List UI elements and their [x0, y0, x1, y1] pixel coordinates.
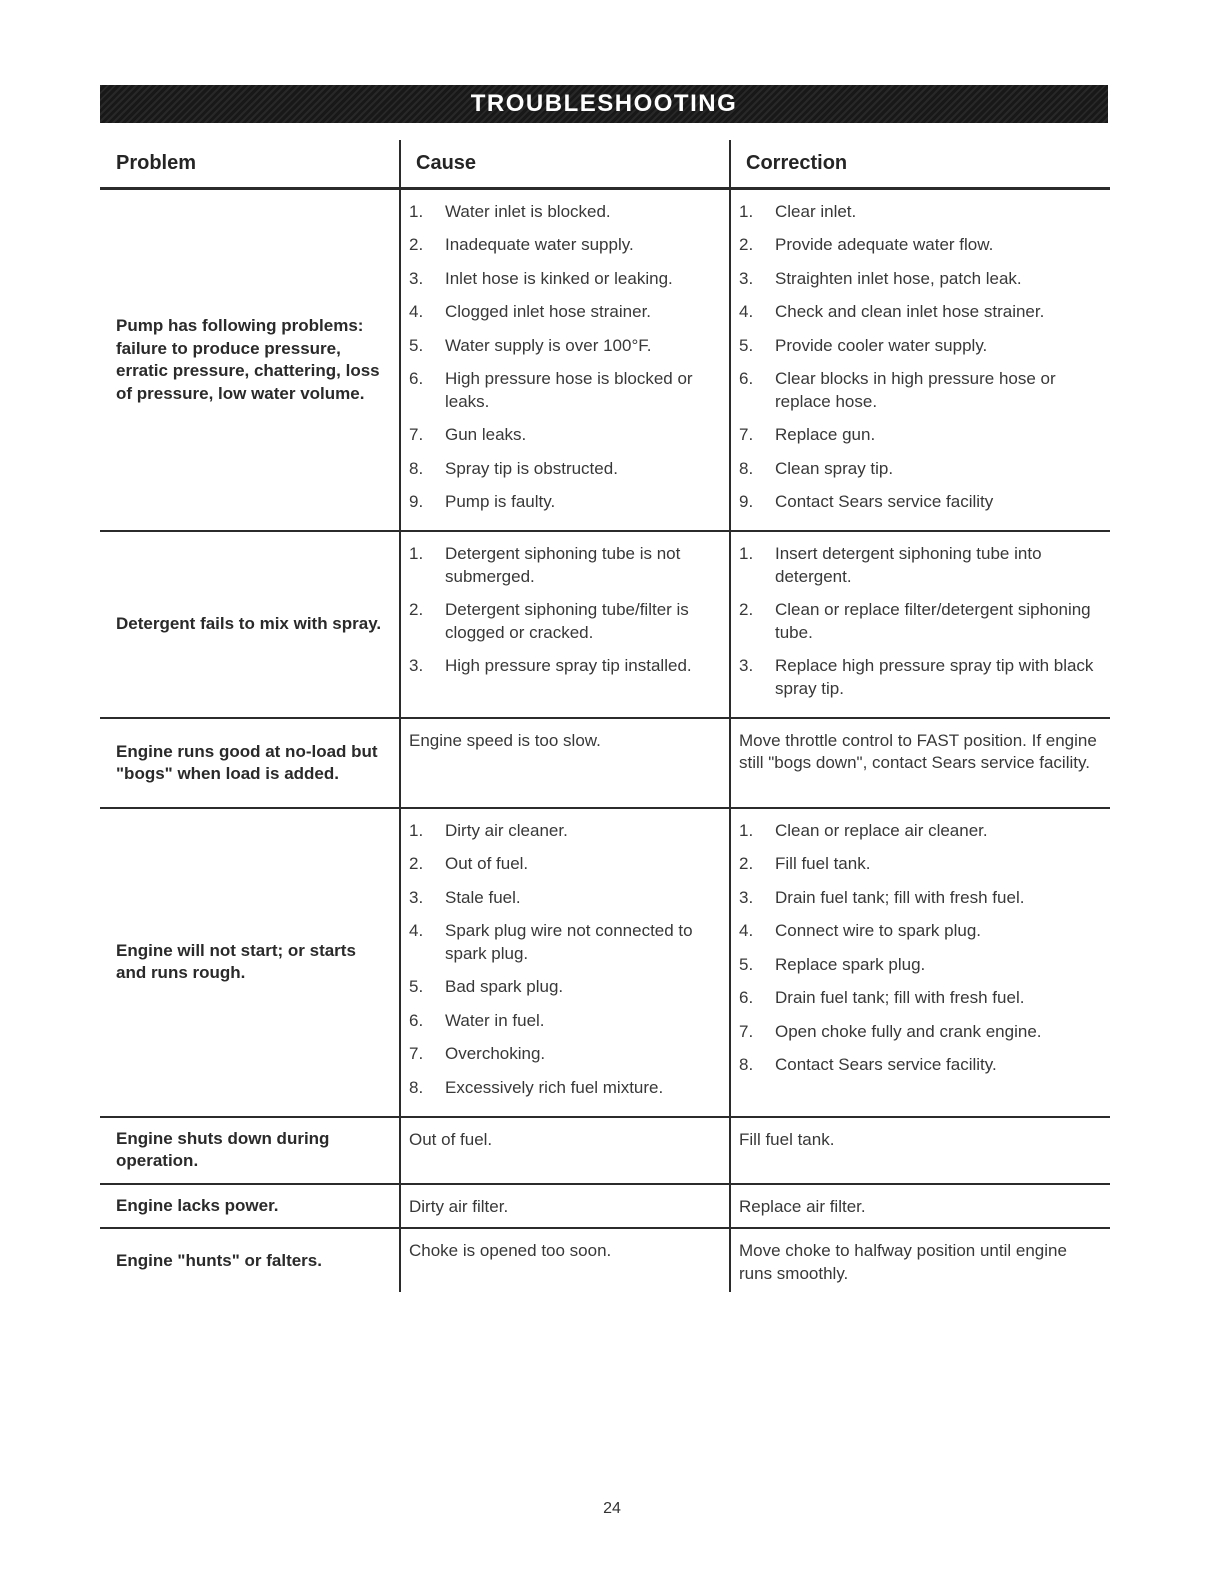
list-item-text: Inlet hose is kinked or leaking.	[445, 268, 673, 288]
problem-cell: Pump has following problems: failure to produce pressure, erratic pressure, chattering, loss of pressure, low water volume.	[100, 189, 400, 532]
list-item-text: Drain fuel tank; fill with fresh fuel.	[775, 887, 1025, 907]
table-header-row	[100, 140, 1110, 189]
list-item-text: Out of fuel.	[445, 854, 529, 874]
list-item-text: Insert detergent siphoning tube into detergent.	[775, 544, 1042, 586]
list-item-text: Contact Sears service facility	[775, 491, 994, 511]
list-item-text: Straighten inlet hose, patch leak.	[775, 268, 1022, 288]
list-item-text: Dirty air cleaner.	[445, 821, 568, 840]
cause-cell	[400, 1117, 730, 1184]
list-item-text: Pump is faulty.	[445, 491, 556, 511]
list-item-text: Open choke fully and crank engine.	[775, 1021, 1042, 1041]
list-item-number: 7.	[409, 425, 424, 445]
cause-cell	[400, 531, 730, 718]
list-item	[739, 458, 1100, 480]
page-title: TROUBLESHOOTING	[470, 90, 738, 117]
list-item-number: 2.	[739, 854, 754, 874]
list-item-number: 5.	[739, 335, 754, 355]
list-item	[739, 201, 1100, 223]
list-item	[409, 1043, 719, 1065]
correction-cell	[730, 189, 1110, 532]
list-item-text: High pressure hose is blocked or leaks.	[445, 369, 693, 411]
list-item	[739, 1054, 1100, 1076]
list-item	[409, 368, 719, 413]
list-item	[739, 543, 1100, 588]
list-item	[409, 887, 719, 909]
list-item	[739, 820, 1100, 842]
list-item	[739, 954, 1100, 976]
troubleshooting-table	[100, 140, 1110, 1292]
problem-cell: Engine runs good at no-load but "bogs" when load is added.	[100, 718, 400, 808]
list-item-text: High pressure spray tip installed.	[445, 656, 692, 676]
list-item-text: Connect wire to spark plug.	[775, 921, 981, 941]
list-item	[409, 1077, 719, 1099]
list-item-text: Stale fuel.	[445, 887, 521, 907]
list-item-number: 5.	[409, 977, 424, 997]
list-item-text: Clear blocks in high pressure hose or replace hose.	[775, 369, 1056, 411]
list-item-number: 3.	[409, 656, 424, 676]
list-item-number: 6.	[409, 369, 424, 389]
list-item	[739, 335, 1100, 357]
list-item-number: 2.	[739, 235, 754, 255]
list-item	[739, 301, 1100, 323]
list-item-number: 8.	[739, 458, 754, 478]
list-item-text: Replace gun.	[775, 425, 876, 445]
list-item: Engine speed is too slow.	[409, 731, 601, 750]
cause-cell	[400, 718, 730, 808]
list-item-text: Fill fuel tank.	[775, 854, 871, 874]
list-item-number: 2.	[409, 854, 424, 874]
list-item: Out of fuel.	[409, 1129, 493, 1149]
list-item-text: Replace spark plug.	[775, 954, 926, 974]
list-item	[739, 887, 1100, 909]
table-row	[100, 1184, 1110, 1228]
troubleshooting-table-body	[100, 189, 1110, 1293]
list-item-text: Water inlet is blocked.	[445, 202, 611, 221]
list-item-text: Provide adequate water flow.	[775, 235, 994, 255]
page-number: 24	[603, 1500, 621, 1517]
cause-cell	[400, 808, 730, 1117]
list-item: Fill fuel tank.	[739, 1129, 835, 1149]
column-header-cause: Cause	[400, 140, 730, 189]
list-item	[739, 268, 1100, 290]
correction-cell	[730, 1117, 1110, 1184]
table-row	[100, 1117, 1110, 1184]
list-item	[409, 543, 719, 588]
list-item-number: 4.	[739, 302, 754, 322]
list-item-text: Water supply is over 100°F.	[445, 335, 652, 355]
list-item-text: Clear inlet.	[775, 202, 857, 221]
list-item-number: 4.	[739, 921, 754, 941]
correction-cell	[730, 1184, 1110, 1228]
list-item-text: Excessively rich fuel mixture.	[445, 1077, 664, 1097]
list-item-text: Detergent siphoning tube is not submerged.	[445, 544, 681, 586]
cause-cell	[400, 1184, 730, 1228]
list-item-number: 1.	[739, 821, 754, 840]
table-row	[100, 808, 1110, 1117]
list-item	[409, 1010, 719, 1032]
list-item	[409, 234, 719, 256]
list-item-number: 2.	[739, 600, 754, 620]
problem-cell: Engine "hunts" or falters.	[116, 1250, 322, 1270]
list-item	[409, 268, 719, 290]
list-item-number: 4.	[409, 921, 424, 941]
list-item	[739, 853, 1100, 875]
cause-cell	[400, 189, 730, 532]
list-item-text: Replace high pressure spray tip with black spray tip.	[775, 656, 1094, 698]
list-item-number: 1.	[409, 821, 424, 840]
list-item-number: 8.	[409, 1077, 424, 1097]
list-item-number: 3.	[739, 887, 754, 907]
list-item	[739, 234, 1100, 256]
list-item-number: 1.	[409, 544, 424, 564]
list-item-number: 5.	[409, 335, 424, 355]
list-item-number: 6.	[739, 988, 754, 1008]
list-item	[409, 655, 719, 677]
list-item	[739, 368, 1100, 413]
list-item: Move throttle control to FAST position. If engine still "bogs down", contact Sears service facility.	[739, 731, 1097, 773]
list-item	[739, 424, 1100, 446]
list-item-text: Detergent siphoning tube/filter is clogged or cracked.	[445, 600, 689, 642]
correction-cell	[730, 808, 1110, 1117]
list-item-text: Clean or replace filter/detergent siphoning tube.	[775, 600, 1091, 642]
problem-cell: Engine lacks power.	[100, 1184, 400, 1228]
list-item-number: 7.	[409, 1044, 424, 1064]
list-item	[739, 491, 1100, 513]
list-item	[739, 1021, 1100, 1043]
list-item	[409, 424, 719, 446]
list-item-number: 7.	[739, 1021, 754, 1041]
list-item-number: 6.	[409, 1010, 424, 1030]
list-item-text: Gun leaks.	[445, 425, 527, 445]
list-item-text: Bad spark plug.	[445, 977, 564, 997]
problem-cell: Detergent fails to mix with spray.	[100, 531, 400, 718]
list-item-text: Spark plug wire not connected to spark plug.	[445, 921, 693, 963]
list-item-number: 2.	[409, 600, 424, 620]
list-item-text: Contact Sears service facility.	[775, 1055, 997, 1075]
list-item-number: 1.	[739, 544, 754, 564]
cause-cell	[400, 1228, 730, 1292]
table-row	[100, 531, 1110, 718]
list-item-text: Water in fuel.	[445, 1010, 545, 1030]
list-item-number: 5.	[739, 954, 754, 974]
problem-cell: Engine shuts down during operation.	[100, 1117, 400, 1184]
list-item-number: 2.	[409, 235, 424, 255]
table-row	[100, 189, 1110, 532]
correction-cell	[730, 531, 1110, 718]
list-item-number: 1.	[409, 202, 424, 221]
list-item	[409, 853, 719, 875]
list-item-text: Clean or replace air cleaner.	[775, 821, 988, 840]
list-item-number: 7.	[739, 425, 754, 445]
list-item-number: 4.	[409, 302, 424, 322]
list-item-text: Clogged inlet hose strainer.	[445, 302, 652, 322]
list-item-number: 3.	[739, 268, 754, 288]
list-item-text: Clean spray tip.	[775, 458, 894, 478]
list-item-text: Check and clean inlet hose strainer.	[775, 302, 1045, 322]
list-item-text: Inadequate water supply.	[445, 235, 634, 255]
list-item	[409, 458, 719, 480]
list-item-number: 9.	[739, 491, 754, 511]
section-title-bar	[100, 85, 1108, 123]
list-item	[409, 201, 719, 223]
list-item	[409, 301, 719, 323]
list-item-text: Provide cooler water supply.	[775, 335, 988, 355]
list-item-number: 1.	[739, 202, 754, 221]
correction-cell	[730, 718, 1110, 808]
list-item-number: 8.	[739, 1055, 754, 1075]
list-item	[409, 599, 719, 644]
list-item-number: 3.	[739, 656, 754, 676]
list-item-number: 3.	[409, 268, 424, 288]
correction-cell	[730, 1228, 1110, 1292]
list-item	[409, 335, 719, 357]
list-item-text: Overchoking.	[445, 1044, 546, 1064]
list-item	[409, 976, 719, 998]
list-item-number: 8.	[409, 458, 424, 478]
list-item	[739, 920, 1100, 942]
column-header-correction: Correction	[730, 140, 1110, 189]
column-header-problem: Problem	[100, 140, 400, 189]
list-item-text: Drain fuel tank; fill with fresh fuel.	[775, 988, 1025, 1008]
problem-cell: Engine will not start; or starts and runs rough.	[100, 808, 400, 1117]
list-item-number: 9.	[409, 491, 424, 511]
list-item	[739, 655, 1100, 700]
list-item	[409, 491, 719, 513]
list-item: Dirty air filter.	[409, 1196, 509, 1216]
list-item	[739, 599, 1100, 644]
list-item	[739, 987, 1100, 1009]
list-item-number: 6.	[739, 369, 754, 389]
list-item: Choke is opened too soon.	[409, 1241, 612, 1261]
list-item-number: 3.	[409, 887, 424, 907]
list-item	[409, 820, 719, 842]
list-item: Replace air filter.	[739, 1196, 866, 1216]
list-item	[409, 920, 719, 965]
table-row	[100, 1228, 1110, 1292]
table-row	[100, 718, 1110, 808]
list-item-text: Spray tip is obstructed.	[445, 458, 618, 478]
list-item: Move choke to halfway position until engine runs smoothly.	[739, 1241, 1067, 1283]
